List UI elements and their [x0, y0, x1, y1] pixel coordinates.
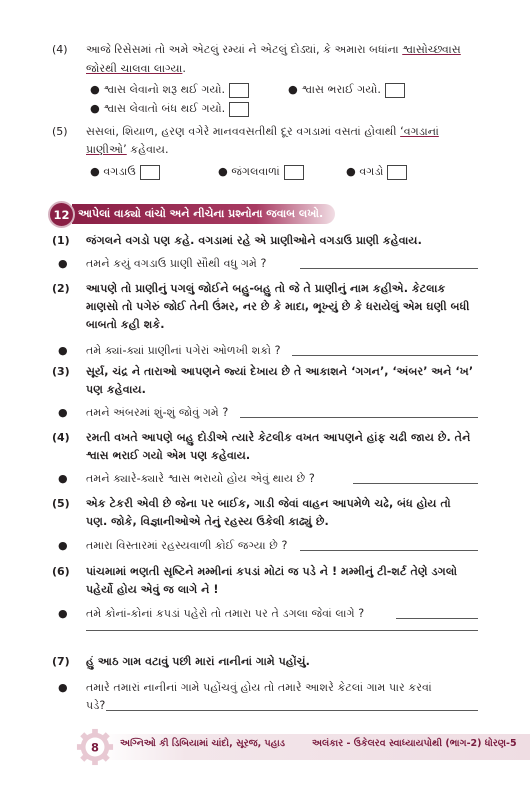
question-prompt: તમે ક્યાં-ક્યાં પ્રાણીનાં પગેરાં ઓળખી શકો ?	[86, 344, 281, 357]
passage-text: પાંચમામાં ભણતી સૃષ્ટિને મમ્મીનાં કપડાં મોટાં જ પડે ને ! મમ્મીનું ટી-શર્ટ તેણે ડગલો	[86, 565, 458, 578]
passage-text: આપણે તો પ્રાણીનું પગલું જોઈને બહુ-બહુ તો જે તે પ્રાણીનું નામ કહીએ. કેટલાક	[86, 282, 446, 295]
option-item	[288, 82, 405, 98]
option-item	[346, 164, 407, 180]
section-number-badge: 12	[48, 201, 75, 228]
option-item	[90, 164, 160, 180]
item-number: (1)	[52, 234, 70, 247]
option-item	[90, 101, 249, 117]
bullet-icon: ●	[346, 165, 356, 178]
answer-checkbox[interactable]	[229, 83, 249, 98]
question-text-line2	[86, 61, 186, 77]
answer-checkbox[interactable]	[387, 165, 407, 180]
answer-line[interactable]	[292, 355, 478, 356]
option-label: જંગલવાળાં	[231, 165, 280, 178]
passage-text: પહેર્યો હોય એવું જ લાગે ને !	[86, 583, 219, 596]
bullet-icon: ●	[90, 165, 100, 178]
answer-checkbox[interactable]	[284, 165, 304, 180]
answer-line[interactable]	[240, 417, 478, 418]
passage-text: સૂર્ય, ચંદ્ર ને તારાઓ આપણને જ્યાં દેખાય છે તે આકાશને ‘ગગન’, ‘અંબર’ અને ‘ખ’	[86, 365, 474, 378]
footer-book-title: અલંકાર - ઉકેલરવ સ્વાધ્યાયપોથી (ભાગ-2) ધોરણ-5	[312, 738, 517, 749]
question-text	[86, 124, 439, 140]
underlined-term: ‘વગડાનાં	[400, 125, 439, 138]
option-label: શ્વાસ લેવાતો બંધ થઈ ગયો.	[103, 102, 226, 115]
answer-line[interactable]	[86, 630, 478, 631]
bullet-icon: ●	[218, 165, 228, 178]
answer-line[interactable]	[396, 618, 478, 619]
option-label: વગડો	[359, 165, 384, 178]
bullet-icon: ●	[58, 406, 68, 419]
item-number: (6)	[52, 565, 70, 578]
passage-text: માણસો તો પગેરું જોઈ તેની ઉંમર, નર છે કે માદા, ભૂખ્યું છે કે ધરાયેલું એમ ઘણી બધી	[86, 300, 470, 313]
passage-text: પણ કહેવાય.	[86, 383, 146, 396]
underlined-term: પ્રાણીઓ’	[86, 143, 127, 156]
question-prompt: તમને કયું વગડાઉ પ્રાણી સૌથી વધુ ગમે ?	[86, 257, 267, 270]
page-number: 8	[91, 740, 99, 755]
underlined-term: શ્વાસોચ્છ્વાસ	[402, 43, 461, 56]
item-number: (4)	[52, 431, 70, 444]
question-text-part: .	[182, 62, 186, 75]
passage-text: એક ટેકરી એવી છે જેના પર બાઈક, ગાડી જેવાં વાહન આપમેળે ચઢે, બંધ હોય તો	[86, 497, 451, 510]
footer-chapter-title: અગ્નિઓ કી ડિબિયામાં ચાંદો, સૂરજ, પહાડ	[120, 738, 286, 749]
option-item	[218, 164, 304, 180]
option-label: વગડાઉ	[103, 165, 136, 178]
item-number: (3)	[52, 365, 70, 378]
answer-checkbox[interactable]	[229, 102, 249, 117]
item-number: (2)	[52, 282, 70, 295]
passage-text: પણ. જોકે, વિજ્ઞાનીઓએ તેનું રહસ્ય ઉકેલી કાઢ્યું છે.	[86, 515, 329, 528]
passage-text: રમતી વખતે આપણે બહુ દોડીએ ત્યારે કેટલીક વખત આપણને હાંફ ચઢી જાય છે. તેને	[86, 431, 471, 444]
passage-text: શ્વાસ ભરાઈ ગયો એમ પણ કહેવાય.	[86, 449, 251, 462]
question-prompt: તમે કોનાં-કોનાં કપડાં પહેરો તો તમારા પર તે ડગલા જેવાં લાગે ?	[86, 607, 365, 620]
bullet-icon: ●	[58, 344, 68, 357]
option-label: શ્વાસ લેવાનો શરૂ થઈ ગયો.	[103, 83, 226, 96]
item-number: (5)	[52, 497, 70, 510]
question-prompt: પડે?	[86, 699, 106, 712]
answer-checkbox[interactable]	[140, 165, 160, 180]
passage-text: બાબતો કહી શકે.	[86, 318, 165, 331]
question-prompt: તમને ક્યારે-ક્યારે શ્વાસ ભરાયો હોય એવું થાય છે ?	[86, 472, 315, 485]
passage-text: હું આઠ ગામ વટાવું પછી મારાં નાનીનાં ગામે પહોંચું.	[86, 655, 310, 668]
bullet-icon: ●	[90, 102, 100, 115]
answer-line[interactable]	[106, 710, 478, 711]
bullet-icon: ●	[58, 472, 68, 485]
bullet-icon: ●	[58, 539, 68, 552]
question-prompt: તમારા વિસ્તારમાં રહસ્યવાળી કોઈ જગ્યા છે ?	[86, 539, 288, 552]
bullet-icon: ●	[90, 83, 100, 96]
page-footer	[0, 722, 530, 770]
answer-line[interactable]	[353, 483, 478, 484]
question-prompt: તમને અંબરમાં શું-શું જોવું ગમે ?	[86, 406, 229, 419]
question-text-part: સસલાં, શિયાળ, હરણ વગેરે માનવવસતીથી દૂર વગડામાં વસતાં હોવાથી	[86, 125, 401, 138]
bullet-icon: ●	[58, 607, 68, 620]
answer-checkbox[interactable]	[385, 83, 405, 98]
passage-text: જંગલને વગડો પણ કહે. વગડામાં રહે એ પ્રાણીઓને વગડાઉ પ્રાણી કહેવાય.	[86, 234, 422, 247]
question-number: (5)	[52, 125, 68, 138]
question-text	[86, 42, 461, 58]
question-text-part: કહેવાય.	[126, 143, 169, 156]
answer-line[interactable]	[300, 550, 478, 551]
underlined-term: જોરથી ચાલવા લાગ્યા	[86, 62, 183, 75]
bullet-icon: ●	[58, 681, 68, 694]
question-prompt: તમારે તમારાં નાનીનાં ગામે પહોંચવું હોય તો તમારે આશરે કેટલાં ગામ પાર કરવાં	[86, 681, 432, 694]
bullet-icon: ●	[288, 83, 298, 96]
question-text-part: આજે રિસેસમાં તો અમે એટલું રમ્યાં ને એટલું દોડ્યાં, કે અમારા બધાંના	[86, 43, 403, 56]
answer-line[interactable]	[300, 268, 478, 269]
bullet-icon: ●	[58, 257, 68, 270]
option-item	[90, 82, 249, 98]
question-text-line2	[86, 142, 169, 158]
option-label: શ્વાસ ભરાઈ ગયો.	[301, 83, 381, 96]
question-number: (4)	[52, 43, 68, 56]
section-heading: આપેલાં વાક્યો વાંચો અને નીચેના પ્રશ્નોના જવાબ લખો.	[72, 204, 335, 224]
gear-icon	[76, 728, 114, 766]
item-number: (7)	[52, 655, 70, 668]
